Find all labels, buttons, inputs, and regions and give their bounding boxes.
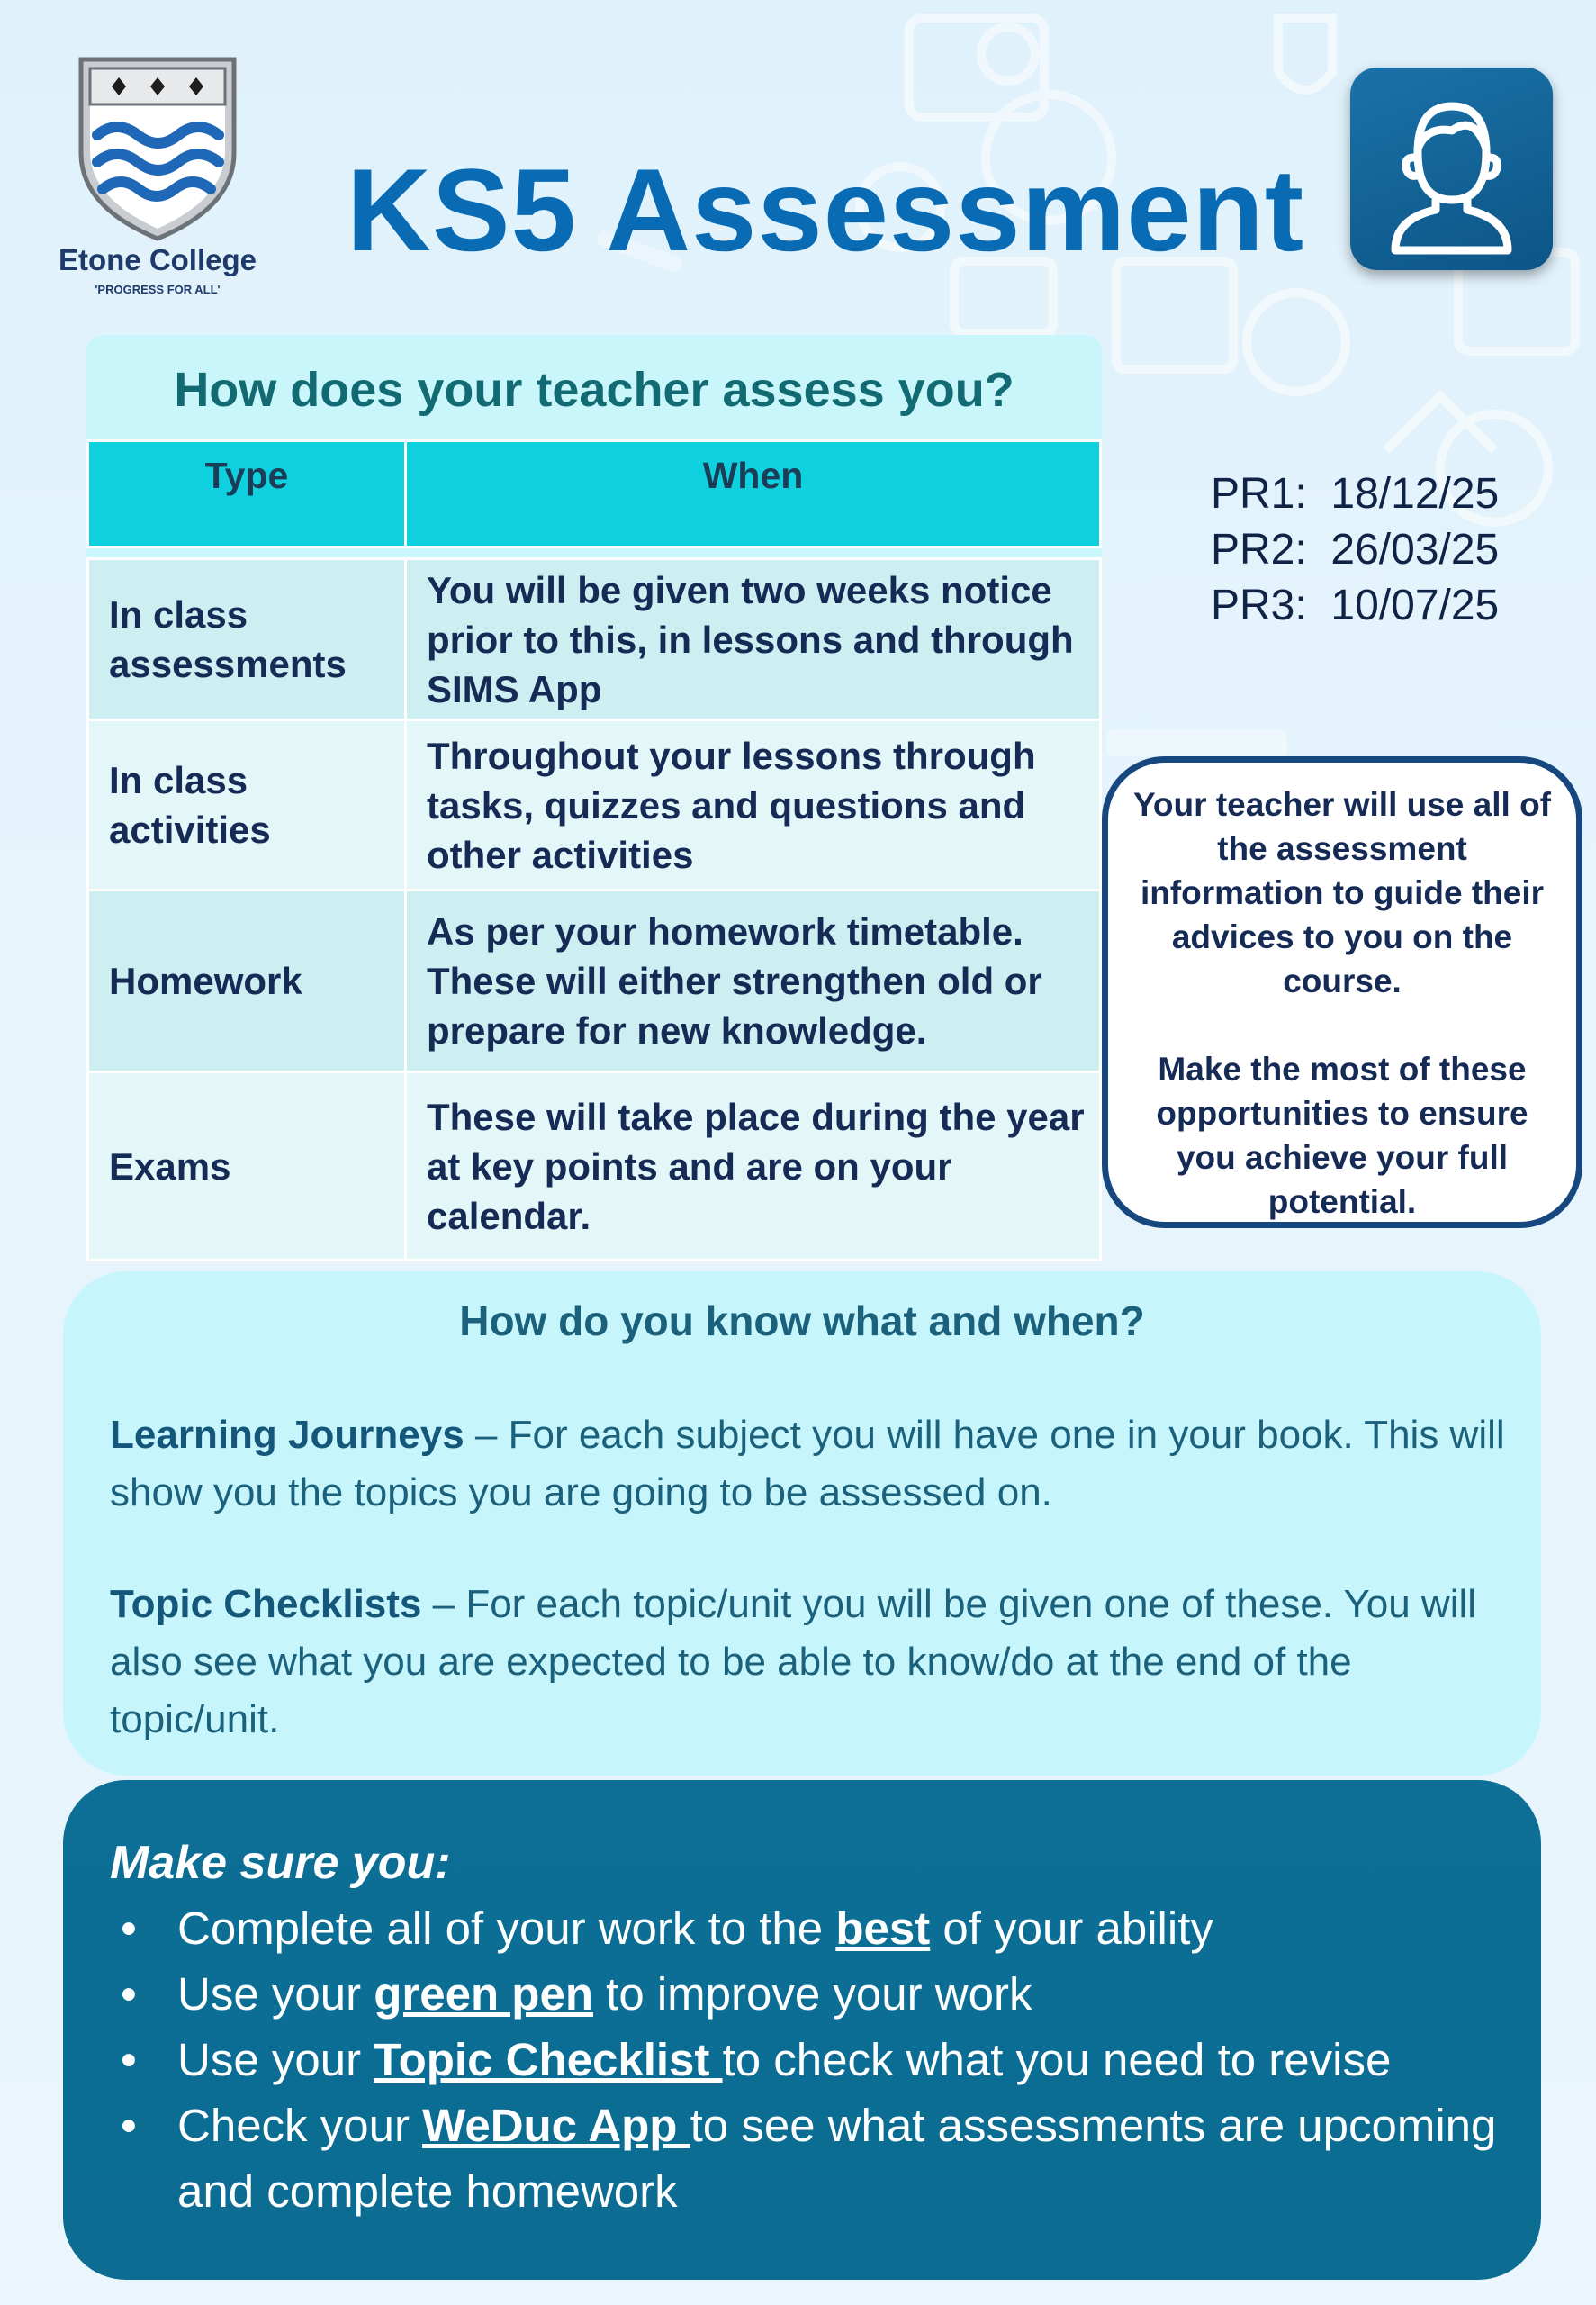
- pr-date: 26/03/25: [1330, 526, 1500, 574]
- know-item: [110, 1406, 1514, 1522]
- row-type: Homework: [88, 890, 406, 1072]
- column-header-when: When: [406, 441, 1101, 547]
- row-when: These will take place during the year at key points and are on your calendar.: [406, 1072, 1101, 1261]
- row-type: In class assessments: [88, 559, 406, 720]
- guide-callout: [1102, 756, 1582, 1228]
- pr-label: PR2:: [1211, 526, 1307, 574]
- bullet: •: [121, 2034, 137, 2085]
- bullet: •: [121, 2100, 137, 2151]
- make-sure-heading: Make sure you:: [110, 1837, 451, 1889]
- row-when: Throughout your lessons through tasks, quizzes and questions and other activities: [406, 720, 1101, 890]
- bullet: •: [121, 1968, 137, 2020]
- item-text: Check your: [177, 2100, 423, 2151]
- list-item: [110, 2027, 1514, 2093]
- student-avatar-icon: [1350, 68, 1553, 270]
- table-header-row: [88, 441, 1101, 547]
- guide-paragraph: Your teacher will use all of the assessment information to guide their advices to you on the course.: [1133, 786, 1551, 999]
- page-title: KS5 Assessment: [347, 144, 1305, 276]
- know-item-text: – For each subject you will have one in your book. This will show you the topics you are going to be assessed on.: [110, 1413, 1505, 1514]
- know-item-term: Learning Journeys: [110, 1413, 464, 1457]
- item-text: Use your: [177, 1968, 374, 2020]
- item-text: to improve your work: [592, 1968, 1032, 2020]
- guide-paragraph: Make the most of these opportunities to ensure you achieve your full potential.: [1156, 1051, 1528, 1220]
- progress-report-item: [1211, 578, 1499, 634]
- table-row: [88, 559, 1101, 720]
- list-item: [110, 1961, 1514, 2027]
- table-row: [88, 1072, 1101, 1261]
- row-type: In class activities: [88, 720, 406, 890]
- assessment-table: [86, 439, 1102, 1261]
- know-what-when-panel: [63, 1271, 1541, 1776]
- list-item: [110, 2093, 1514, 2224]
- item-emphasis: Topic Checklist: [374, 2034, 723, 2085]
- assessment-heading: How does your teacher assess you?: [174, 363, 1014, 417]
- row-type: Exams: [88, 1072, 406, 1261]
- table-row: [88, 720, 1101, 890]
- item-text: of your ability: [930, 1903, 1213, 1954]
- school-crest-icon: [36, 54, 279, 243]
- school-name: Etone College: [58, 243, 257, 276]
- pr-label: PR3:: [1211, 582, 1307, 629]
- make-sure-panel: [63, 1780, 1541, 2280]
- progress-report-dates: [1211, 466, 1499, 634]
- pr-date: 10/07/25: [1330, 582, 1500, 629]
- know-item-text: – For each topic/unit you will be given one of these. You will also see what you are expected to be able to know/do at the end of the topic/unit.: [110, 1582, 1477, 1741]
- progress-report-item: [1211, 522, 1499, 578]
- item-text: Use your: [177, 2034, 374, 2085]
- bullet: •: [121, 1903, 137, 1954]
- pr-label: PR1:: [1211, 470, 1307, 518]
- school-logo: [36, 54, 279, 306]
- progress-report-item: [1211, 466, 1499, 522]
- make-sure-list: [110, 1895, 1514, 2224]
- item-emphasis: WeDuc App: [422, 2100, 690, 2151]
- table-row: [88, 890, 1101, 1072]
- school-motto: 'PROGRESS FOR ALL': [95, 283, 221, 296]
- student-tile: [1350, 68, 1553, 270]
- item-emphasis: green pen: [374, 1968, 593, 2020]
- know-heading: How do you know what and when?: [459, 1297, 1145, 1344]
- row-when: You will be given two weeks notice prior to this, in lessons and through SIMS App: [406, 559, 1101, 720]
- know-item: [110, 1576, 1514, 1749]
- column-header-type: Type: [88, 441, 406, 547]
- row-when: As per your homework timetable. These will either strengthen old or prepare for new knowledge.: [406, 890, 1101, 1072]
- assessment-card: [86, 335, 1102, 1253]
- item-text: to see what assessments are upcoming and complete homework: [177, 2100, 1497, 2217]
- item-text: to check what you need to revise: [722, 2034, 1392, 2085]
- list-item: [110, 1895, 1514, 1961]
- know-item-term: Topic Checklists: [110, 1582, 422, 1626]
- item-emphasis: best: [835, 1903, 931, 1954]
- pr-date: 18/12/25: [1330, 470, 1500, 518]
- item-text: Complete all of your work to the: [177, 1903, 836, 1954]
